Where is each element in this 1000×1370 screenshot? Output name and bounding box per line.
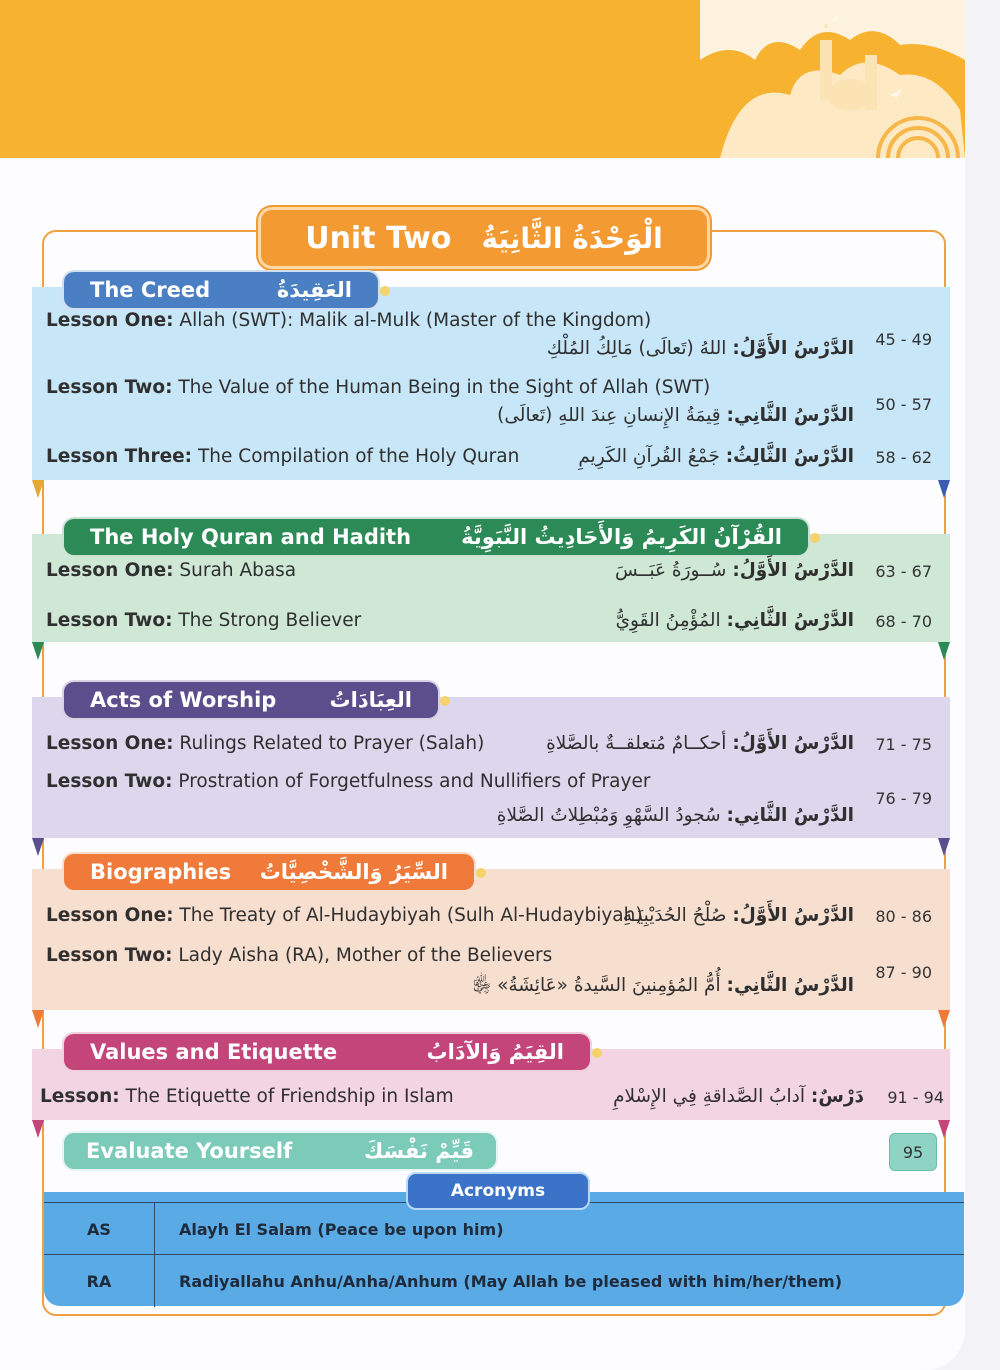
section-tag-biographies: Biographies السِّيَرُ وَالشَّخْصِيَّاتُ [62,852,476,892]
acronym-definition: Radiyallahu Anhu/Anha/Anhum (May Allah be pleased with him/her/them) [179,1271,843,1291]
section-quran [32,517,950,642]
lesson-row[interactable]: Lesson Two: The Value of the Human Being in the Sight of Allah (SWT) الدَّرْسُ الثَّانِي: قِيمَةُ الإِنسانِ عِندَ اللهِ (تَعالَى) 50 - 57 [46,377,932,426]
section-biographies [32,852,950,1010]
acronym-abbr: AS [44,1203,155,1255]
section-creed [32,270,950,480]
page-range: 87 - 90 [875,963,932,982]
acronym-abbr: RA [44,1255,155,1307]
page-range: 68 - 70 [875,612,932,631]
page-range: 76 - 79 [875,789,932,808]
mosque-illustration [700,0,965,158]
section-tag-evaluate[interactable]: Evaluate Yourself قَيِّمْ نَفْسَكَ [62,1131,498,1171]
section-tag-worship: Acts of Worship العِبَادَاتُ [62,680,440,720]
lesson-row[interactable]: Lesson One: The Treaty of Al-Hudaybiyah (Sulh Al-Hudaybiyah) الدَّرْسُ الأَوَّلُ: صُلْحُ الحُدَيْبِيَـةِ 80 - 86 [46,905,932,926]
pennant [938,1010,950,1028]
lesson-row[interactable]: Lesson One: Allah (SWT): Malik al-Mulk (Master of the Kingdom) الدَّرْسُ الأَوَّلُ: اللهُ (تَعالَى) مَالِكُ المُلْكِ 45 - 49 [46,310,932,359]
pennant [938,1120,950,1138]
section-worship [32,680,950,838]
unit-title-ar: الْوَحْدَةُ الثَّانِيَةُ [481,221,663,255]
acronyms-title: Acronyms [406,1172,590,1210]
lesson-row[interactable]: Lesson Two: Lady Aisha (RA), Mother of the Believers الدَّرْسُ الثَّانِي: أُمُّ المُؤمِنينَ السَّيدةُ «عَائِشَةُ» ﵂ 87 - 90 [46,945,932,996]
page-range: 91 - 94 [887,1088,944,1107]
pennant [32,642,44,660]
lesson-row[interactable]: Lesson: The Etiquette of Friendship in Islam دَرْسٌ: آدابُ الصَّداقةِ فِي الإِسْلامِ 91 - 94 [40,1086,944,1107]
page-range: 58 - 62 [875,448,932,467]
pennant [32,480,44,498]
unit-title-en: Unit Two [305,220,452,256]
page-range: 63 - 67 [875,562,932,581]
pennant [32,1010,44,1028]
acronym-definition: Alayh El Salam (Peace be upon him) [179,1219,504,1239]
page-range: 50 - 57 [875,395,932,414]
lesson-row[interactable]: Lesson Two: Prostration of Forgetfulness and Nullifiers of Prayer الدَّرْسُ الثَّانِي: سُجودُ السَّهْوِ وَمُبْطِلاتُ الصَّلاةِ 76 - 79 [46,771,932,826]
acronym-row [44,1254,964,1307]
lesson-row[interactable]: Lesson Three: The Compilation of the Holy Quran الدَّرْسُ الثَّالِثُ: جَمْعُ القُرآنِ الكَرِيمِ 58 - 62 [46,446,932,467]
page-range: 45 - 49 [875,330,932,349]
pennant [938,480,950,498]
watermark-text [440,160,740,190]
page-range: 71 - 75 [875,735,932,754]
lesson-row[interactable]: Lesson Two: The Strong Believer الدَّرْسُ الثَّانِي: المُؤْمِنُ القَوِيُّ 68 - 70 [46,610,932,631]
lesson-row[interactable]: Lesson One: Rulings Related to Prayer (Salah) الدَّرْسُ الأَوَّلُ: أحكــامٌ مُتعلقــةٌ بالصَّلاةِ 71 - 75 [46,733,932,754]
lesson-row[interactable]: Lesson One: Surah Abasa الدَّرْسُ الأَوَّلُ: سُــورَةُ عَبَــسَ 63 - 67 [46,560,932,581]
section-tag-quran: The Holy Quran and Hadith القُرْآنُ الكَرِيمُ وَالأَحَادِيثُ النَّبَوِيَّةُ [62,517,810,557]
pennant [32,1120,44,1138]
unit-title [258,207,710,269]
page-range: 80 - 86 [875,907,932,926]
pennant [938,642,950,660]
section-tag-values: Values and Etiquette القِيَمُ وَالآدَابُ [62,1032,592,1072]
section-tag-creed: The Creed العَقِيدَةُ [62,270,380,310]
evaluate-page-number: 95 [889,1133,937,1171]
